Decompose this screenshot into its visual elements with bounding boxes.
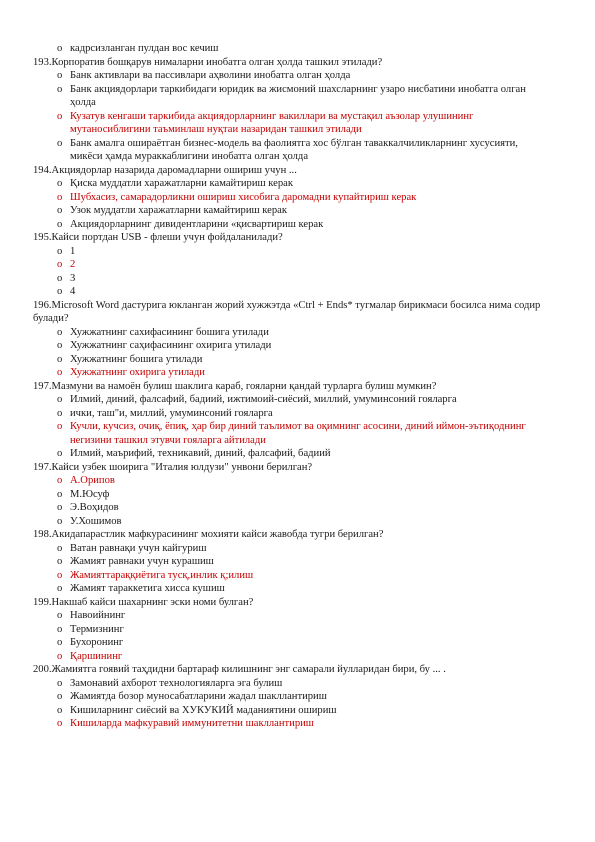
question-text: 196.Microsoft Word дастурига юкланган жорий хужжэтда «Ctrl + Ends* тугмалар бирикмаси босилса нима содир булади?: [33, 299, 541, 324]
answer-text: Банк активлари ва пассивлари аҳволини инобатга олган ҳолда: [70, 70, 351, 81]
bullet-icon: o: [57, 475, 63, 486]
answer-text: Жамият тараккетига хисса кушиш: [70, 583, 225, 594]
answer-options: [33, 177, 553, 231]
answer-option: [33, 137, 553, 164]
question-block: [33, 528, 553, 596]
answer-text: кадрсизланган пулдан вос кечиш: [70, 43, 219, 54]
answer-text: Хужжатнинг сахифасининг бошига утилади: [70, 326, 269, 338]
bullet-icon: o: [57, 704, 63, 716]
answer-text: Жамият равнаки учун курашиш: [70, 556, 214, 567]
bullet-icon: o: [57, 245, 63, 257]
bullet-icon: o: [57, 340, 63, 351]
answer-text: 3: [70, 272, 76, 284]
bullet-icon: o: [57, 259, 63, 270]
answer-option: [33, 609, 553, 623]
answer-option-correct: [33, 569, 553, 583]
answer-text: Қаршининг: [70, 650, 123, 662]
bullet-icon: o: [57, 205, 63, 216]
answer-option-correct: [33, 420, 553, 447]
answer-option: [33, 542, 553, 556]
answer-text: Қиска муддатли харажатларни камайтириш керак: [70, 178, 294, 189]
answer-options: [33, 69, 553, 164]
answer-text: Кишиларда мафкуравий иммунитетни шакллантириш: [70, 718, 314, 729]
answer-option: [33, 582, 553, 596]
bullet-icon: o: [57, 272, 63, 284]
answer-option-correct: [33, 366, 553, 380]
answer-text: Акциядорларнинг дивидентларини «қисвартириш керак: [70, 218, 324, 230]
bullet-icon: o: [57, 610, 63, 621]
bullet-icon: o: [57, 623, 63, 635]
bullet-icon: o: [57, 569, 63, 581]
bullet-icon: o: [57, 367, 63, 378]
bullet-icon: o: [57, 556, 63, 567]
bullet-icon: o: [57, 70, 63, 81]
question-block: [33, 461, 553, 529]
bullet-icon: o: [57, 421, 63, 432]
answer-option-correct: [33, 717, 553, 731]
bullet-icon: o: [57, 583, 63, 594]
question-text: 197.Мазмуни ва намоён булиш шаклига караб, гояларни қандай турларга булиш мумкин?: [33, 380, 437, 392]
bullet-icon: o: [57, 407, 63, 419]
answer-options: [33, 245, 553, 299]
answer-text: Замонавий ахборот технологияларга эга булиш: [70, 677, 283, 689]
answer-option: [33, 42, 553, 56]
answer-option: [33, 555, 553, 569]
answer-options: [33, 542, 553, 596]
bullet-icon: o: [57, 110, 63, 122]
answer-options: [33, 677, 553, 731]
answer-option-correct: [33, 191, 553, 205]
answer-text: Ватан равнақи учун кайгуриш: [70, 542, 207, 554]
answer-text: Жамияттараққиётига тусқ,инлик қ;илиш: [70, 569, 254, 581]
question-block: [33, 164, 553, 232]
answer-text: Э.Воҳидов: [70, 502, 119, 513]
question-text: 194.Акциядорлар назарида даромадларни ошириш учун ...: [33, 164, 297, 176]
answer-text: Жамиятда бозор муносабатларини жадал шакллантириш: [70, 691, 327, 702]
bullet-icon: o: [57, 394, 63, 405]
answer-text: Шубхасиз, самарадорликни ошириш хисобига даромадни купайтириш керак: [70, 191, 417, 203]
question-text: 195.Кайси портдан USB - флеши учун фойдаланилади?: [33, 232, 283, 243]
answer-text: Термизнинг: [70, 623, 124, 635]
answer-option: [33, 245, 553, 259]
bullet-icon: o: [57, 286, 63, 297]
bullet-icon: o: [57, 191, 63, 203]
bullet-icon: o: [57, 542, 63, 554]
answer-option: [33, 704, 553, 718]
question-text: 200.Жамиятга гоявий таҳдидни бартараф килишнинг энг самарали йулларидан бири, бу ... .: [33, 664, 446, 675]
answer-option: [33, 447, 553, 461]
answer-option: [33, 407, 553, 421]
answer-option: [33, 690, 553, 704]
answer-text: ички, таш"и, миллий, умуминсоний гояларга: [70, 407, 273, 419]
answer-text: Хужжатнинг охирига утилади: [70, 367, 205, 378]
question-text: 197.Кайси узбек шоирига "Италия юлдузи" унвони берилган?: [33, 461, 313, 473]
answer-option: [33, 69, 553, 83]
bullet-icon: o: [57, 502, 63, 513]
answer-option-correct: [33, 474, 553, 488]
bullet-icon: o: [57, 43, 63, 54]
answer-text: Илмий, маърифий, техникавий, диний, фалсафий, бадиий: [70, 448, 331, 459]
bullet-icon: o: [57, 677, 63, 689]
question-list: [33, 42, 553, 731]
answer-option: [33, 272, 553, 286]
question-block: [33, 56, 553, 164]
answer-option: [33, 339, 553, 353]
answer-option-correct: [33, 110, 553, 137]
answer-option: [33, 515, 553, 529]
bullet-icon: o: [57, 691, 63, 702]
bullet-icon: o: [57, 650, 63, 662]
question-text: 199.Накшаб кайси шахарнинг эски номи булган?: [33, 596, 254, 608]
answer-text: Банк акциядорлари таркибидаги юридик ва жисмоний шахсларнинг узаро нисбатини инобатга олган ҳолда: [70, 83, 526, 108]
question-text: 198.Акидапарастлик мафкурасининг мохияти кайси жавобда тугри берилган?: [33, 529, 384, 540]
bullet-icon: o: [57, 353, 63, 365]
answer-options: [33, 42, 553, 56]
question-block: [33, 596, 553, 664]
bullet-icon: o: [57, 137, 63, 149]
answer-option: [33, 677, 553, 691]
answer-text: Навоийнинг: [70, 610, 126, 621]
answer-option: [33, 488, 553, 502]
answer-options: [33, 393, 553, 461]
answer-text: Кучли, кучсиз, очиқ, ёпиқ, ҳар бир диний таълимот ва оқимнинг асосини, диний иймон-эътиқоднинг негизини ташкил этувчи гояларга айтилади: [70, 421, 526, 446]
question-block: [33, 663, 553, 731]
answer-option: [33, 204, 553, 218]
answer-option: [33, 623, 553, 637]
bullet-icon: o: [57, 637, 63, 648]
bullet-icon: o: [57, 218, 63, 230]
question-block: [33, 231, 553, 299]
answer-text: Хужжатнинг саҳифасининг охирига утилади: [70, 340, 272, 351]
answer-text: Кузатув кенгаши таркибида акциядорларнинг вакиллари ва мустақил аъзолар улушининг мутаносиблигини таъминлаш нуқтаи назаридан ташкил этилади: [70, 110, 474, 135]
bullet-icon: o: [57, 488, 63, 500]
answer-text: А.Орипов: [70, 475, 115, 486]
answer-text: Кишиларнинг сиёсий ва ХУКУКИЙ маданиятини ошириш: [70, 704, 337, 716]
bullet-icon: o: [57, 178, 63, 189]
bullet-icon: o: [57, 515, 63, 527]
question-block: [33, 380, 553, 461]
answer-text: 2: [70, 259, 76, 270]
answer-option: [33, 393, 553, 407]
answer-option-correct: [33, 650, 553, 664]
bullet-icon: o: [57, 448, 63, 459]
answer-option-correct: [33, 258, 553, 272]
answer-option: [33, 83, 553, 110]
question-block: [33, 299, 553, 380]
answer-option: [33, 501, 553, 515]
answer-option: [33, 636, 553, 650]
bullet-icon: o: [57, 83, 63, 95]
answer-option: [33, 177, 553, 191]
question-block: [33, 42, 553, 56]
answer-text: У.Хошимов: [70, 515, 122, 527]
answer-option: [33, 285, 553, 299]
answer-text: Банк амалга ошираётган бизнес-модель ва фаолиятга хос бўлган таваккалчиликларнинг хусусияти, микёси ҳамда мураккаблигини инобатга олган ҳолда: [70, 137, 518, 162]
answer-text: Илмий, диний, фалсафий, бадиий, ижтимоий-сиёсий, миллий, умуминсоний гояларга: [70, 394, 457, 405]
answer-options: [33, 609, 553, 663]
answer-option: [33, 218, 553, 232]
answer-text: Бухоронинг: [70, 637, 124, 648]
answer-text: Узок муддатли харажатларни камайтириш керак: [70, 205, 288, 216]
answer-option: [33, 353, 553, 367]
answer-option: [33, 326, 553, 340]
answer-text: 4: [70, 286, 76, 297]
answer-options: [33, 474, 553, 528]
question-text: 193.Корпоратив бошқарув нималарни инобатга олган ҳолда ташкил этилади?: [33, 56, 383, 68]
answer-text: М.Юсуф: [70, 488, 110, 500]
answer-options: [33, 326, 553, 380]
answer-text: 1: [70, 245, 76, 257]
answer-text: Хужжатнинг бошига утилади: [70, 353, 203, 365]
bullet-icon: o: [57, 326, 63, 338]
bullet-icon: o: [57, 718, 63, 729]
